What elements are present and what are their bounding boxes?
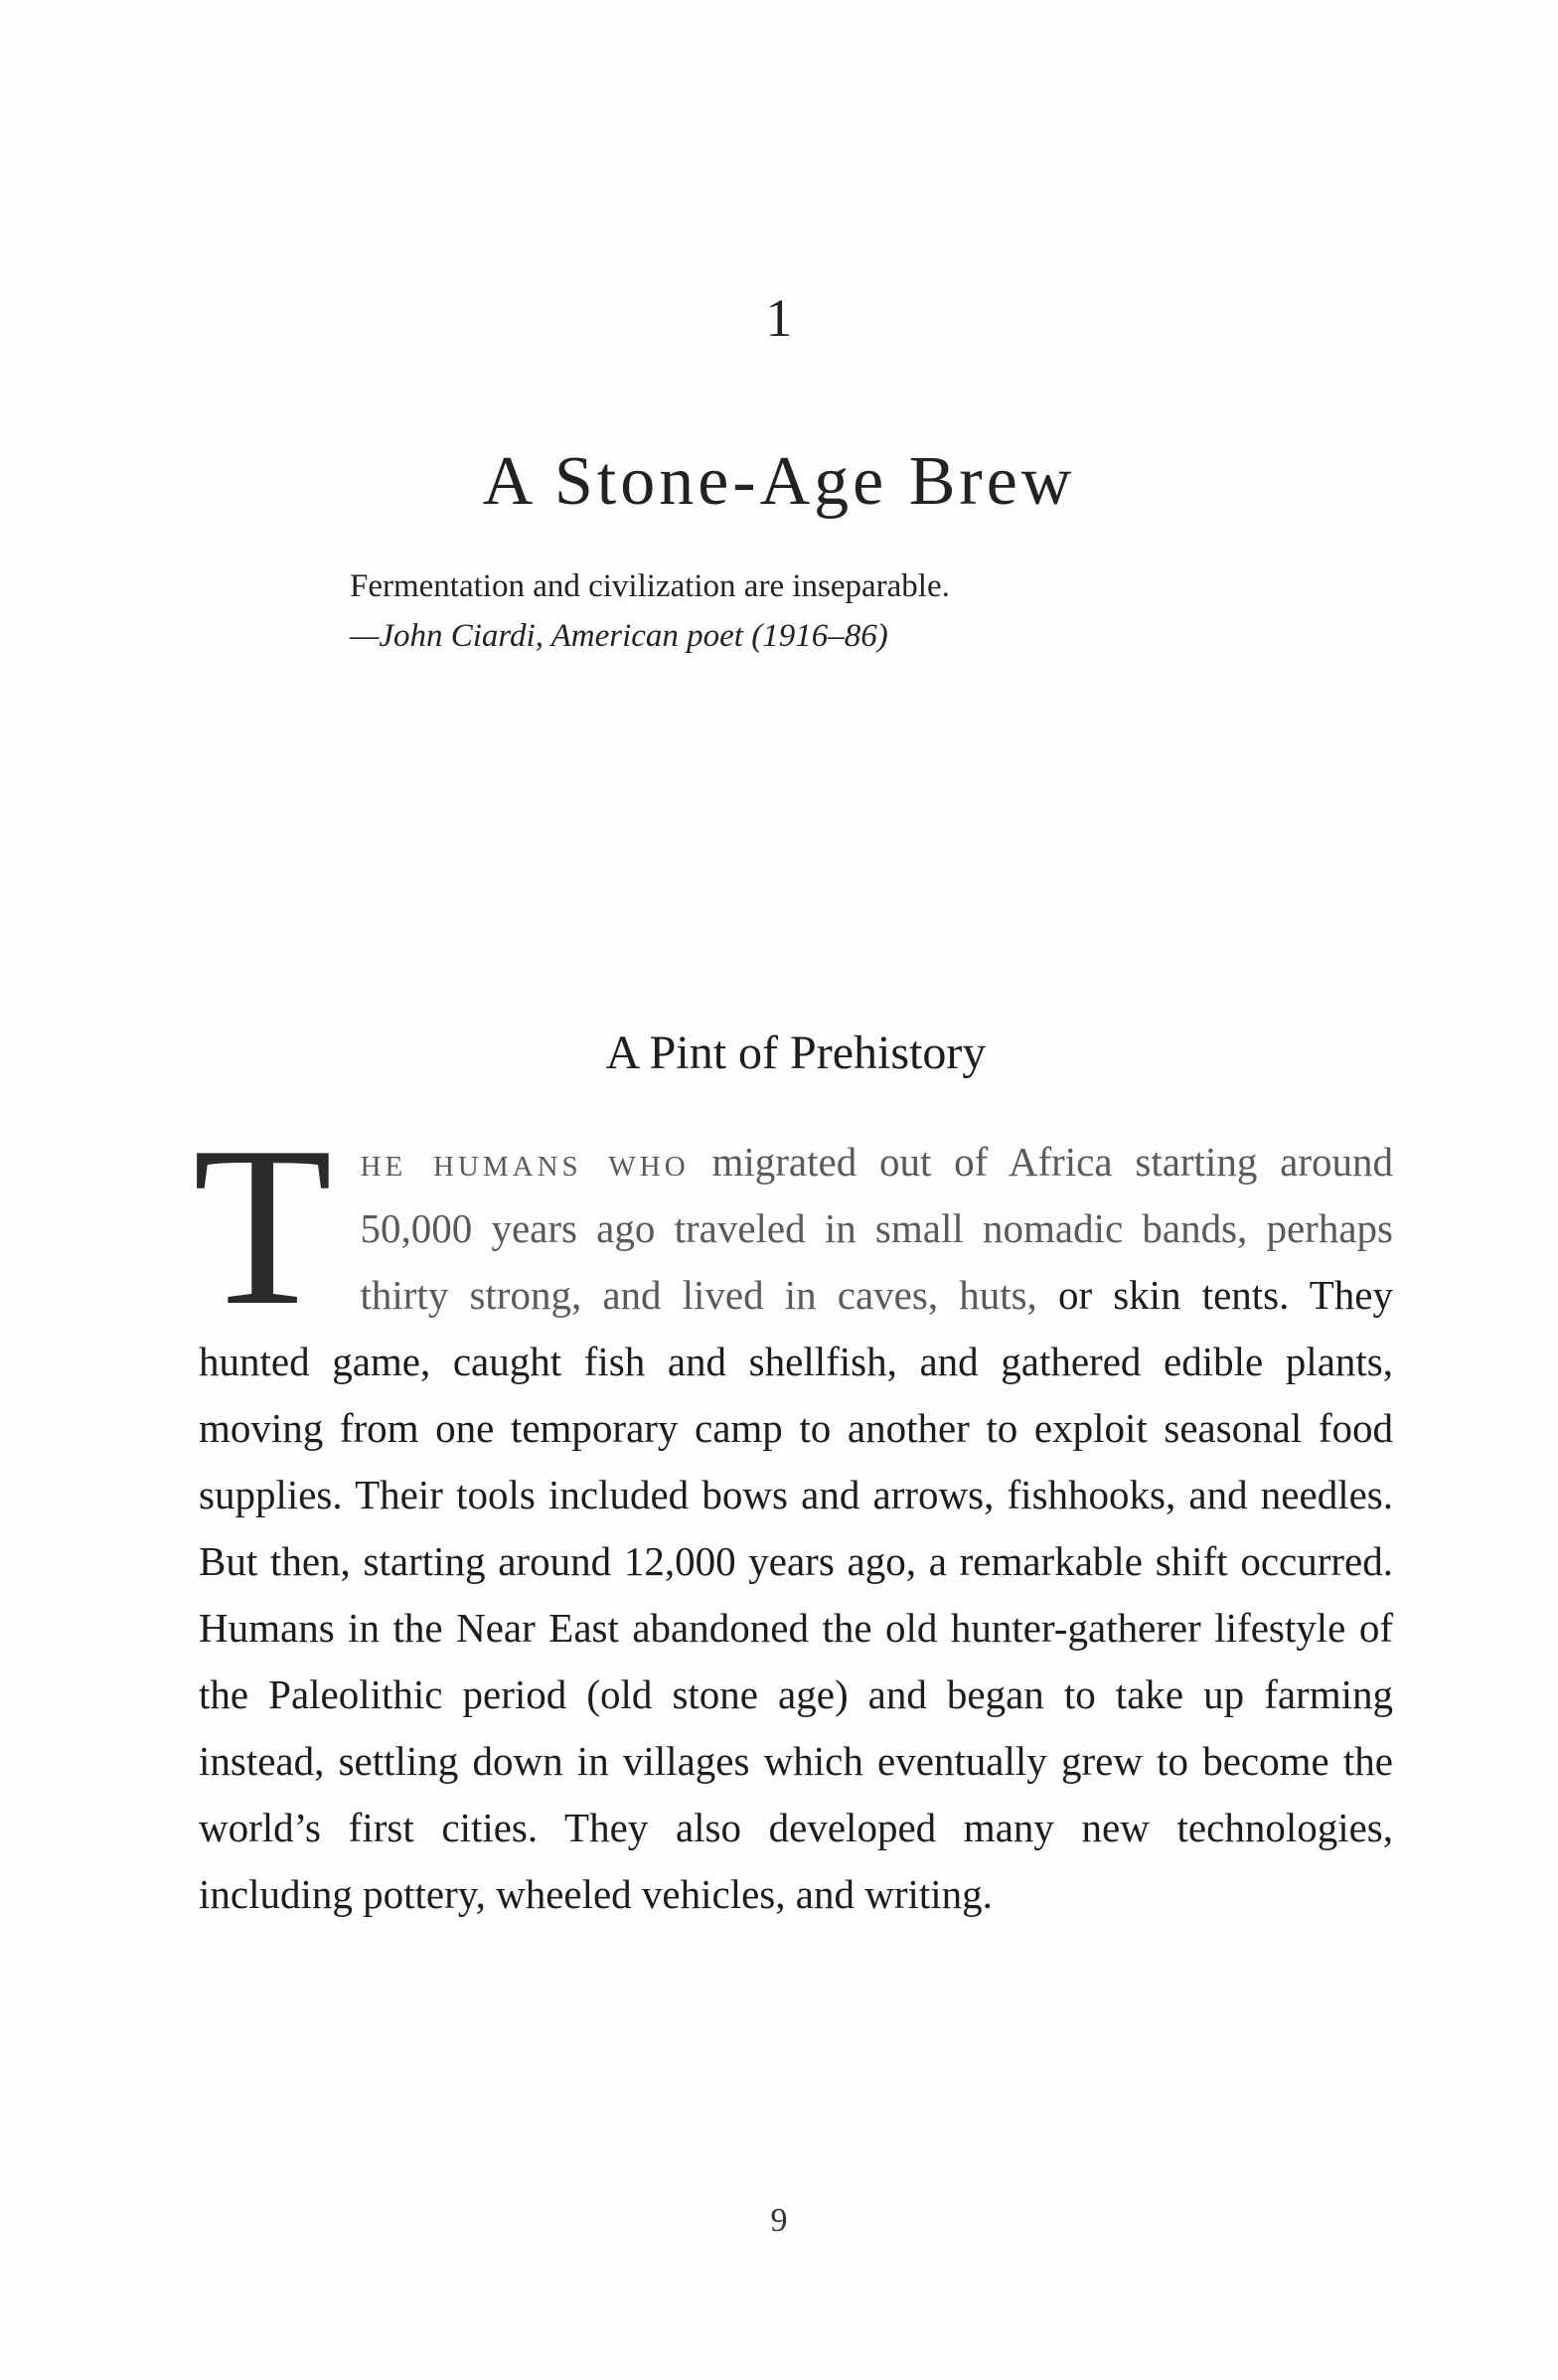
page-number: 9 [770,2202,788,2239]
body-paragraph [193,1099,1394,1928]
chapter-number: 1 [765,288,793,348]
small-caps-opening: he humans who [360,1139,690,1185]
drop-cap: T [193,1099,333,1352]
epigraph [350,561,1244,661]
opening-run: migrated out of Africa starting around 50,000 years ago traveled in small nomadic bands, perhaps thirty strong, and lived in caves, huts, [360,1139,1393,1318]
epigraph-quote: Fermentation and civilization are inseparable. [350,568,950,604]
epigraph-attribution: —John Ciardi, American poet (1916–86) [350,618,888,654]
paragraph-remainder: or skin tents. They hunted game, caught fish and shellfish, and gathered edible plants, moving from one temporary camp to another to exploit seasonal food supplies. Their tools included bows and arrows, fishhooks, and needles. But then, starting around 12,000 years ago, a remarkable shift occurred. Humans in the Near East abandoned the old hunter-gatherer lifestyle of the Paleolithic period (old stone age) and began to take up farming instead, settling down in villages which eventually grew to become the world’s first cities. They also developed many new technologies, including pottery, wheeled vehicles, and writing. [199,1272,1394,1917]
chapter-title: A Stone-Age Brew [482,443,1076,520]
section-heading: A Pint of Prehistory [605,1027,987,1079]
